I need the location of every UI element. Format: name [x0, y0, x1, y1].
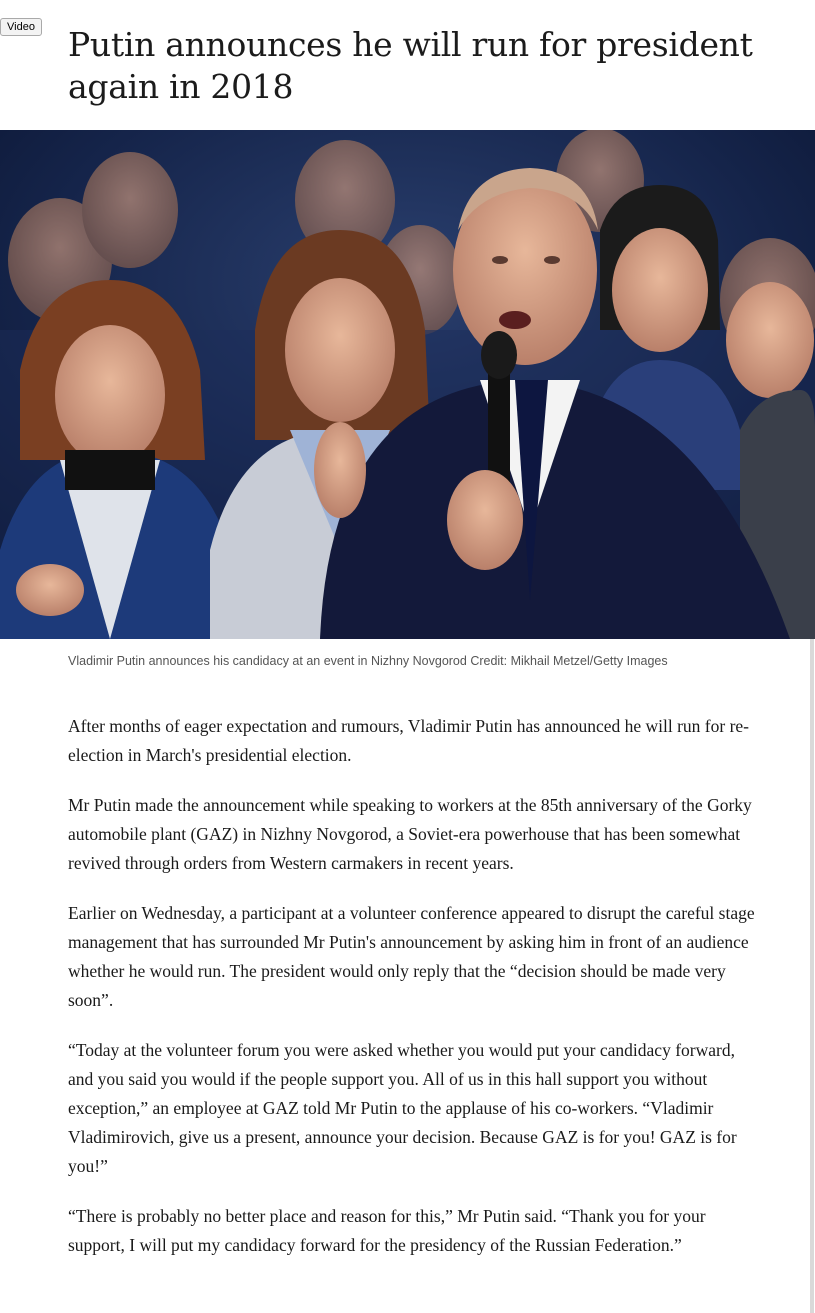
article-paragraph: “Today at the volunteer forum you were asked whether you would put your candidacy forward, and you said you would if the people support you. All of us in this hall support you without exception,” an employee at GAZ told Mr Putin to the applause of his co-workers. “Vladimir Vladimirovich, give us a present, announce your decision. Because GAZ is for you! GAZ is for you!”: [68, 1040, 737, 1176]
article-headline: Putin announces he will run for president again in 2018: [68, 25, 753, 106]
article-paragraph: Earlier on Wednesday, a participant at a volunteer conference appeared to disrupt the careful stage management that has surrounded Mr Putin's announcement by asking him in front of an audience whether he would run. The president would only reply that the “decision should be made very soon”.: [68, 903, 755, 1010]
video-button[interactable]: Video: [0, 18, 42, 36]
article-paragraph: “There is probably no better place and reason for this,” Mr Putin said. “Thank you for your support, I will put my candidacy forward for the presidency of the Russian Federation.”: [68, 1206, 706, 1255]
article-paragraph: After months of eager expectation and rumours, Vladimir Putin has announced he will run for re-election in March's presidential election.: [68, 716, 750, 765]
photo-illustration: [0, 130, 815, 639]
article-photo: [0, 130, 815, 639]
page-right-rule: [810, 639, 814, 1313]
article-paragraph: Mr Putin made the announcement while speaking to workers at the 85th anniversary of the Gorky automobile plant (GAZ) in Nizhny Novgorod, a Soviet-era powerhouse that has been somewhat revived through orders from Western carmakers in recent years.: [68, 795, 752, 873]
photo-caption: Vladimir Putin announces his candidacy at an event in Nizhny Novgorod Credit: Mikhail Metzel/Getty Images: [68, 654, 668, 668]
article-body: [68, 712, 758, 1281]
